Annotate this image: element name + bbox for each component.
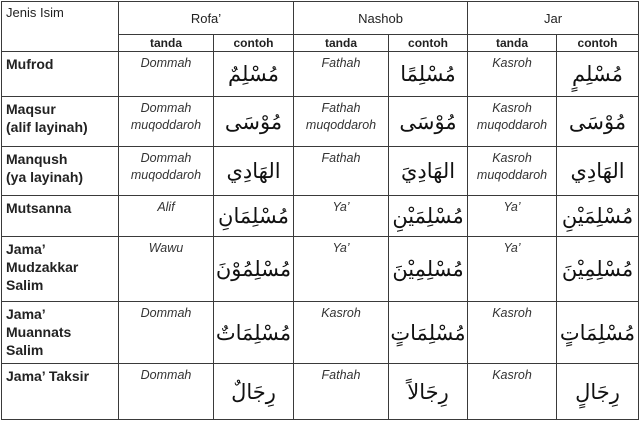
jar-tanda-cell-line: Kasroh: [492, 56, 532, 70]
nashob-tanda-cell: [294, 237, 389, 302]
nashob-tanda-cell-line: Fathah: [321, 101, 361, 115]
jenis-cell-jama-mudzakkar-salim: [2, 237, 119, 302]
nashob-contoh-cell: مُوْسَى: [389, 97, 468, 147]
jar-tanda-cell-line: Ya’: [503, 241, 521, 255]
jar-contoh-cell: مُسْلِمَيْنِ: [557, 196, 639, 237]
jar-tanda-cell-line: Ya’: [503, 200, 521, 214]
nashob-tanda-cell-line: muqoddaroh: [305, 118, 377, 132]
nashob-contoh-cell: الهَادِيَ: [389, 147, 468, 196]
jar-contoh-cell: مُوْسَى: [557, 97, 639, 147]
rofa-tanda-cell-line: Dommah: [140, 56, 192, 70]
rofa-tanda-cell-line: Dommah: [140, 306, 192, 320]
table-row: [2, 302, 639, 364]
rofa-tanda-cell-line: Dommah: [140, 101, 192, 115]
nashob-contoh-header: contoh: [389, 35, 468, 52]
rofa-tanda-cell-line: Dommah: [140, 151, 192, 165]
jenis-cell-jama-mudzakkar-salim-line: Mudzakkar: [6, 259, 79, 275]
rofa-tanda-cell-line: Wawu: [148, 241, 184, 255]
jar-tanda-cell-line: muqoddaroh: [476, 118, 548, 132]
isim-irab-table: [1, 1, 639, 420]
jar-tanda-cell: [468, 196, 557, 237]
rofa-contoh-cell: مُسْلِمَاتٌ: [214, 302, 294, 364]
jenis-cell-maqsur-alif-layinah: [2, 97, 119, 147]
rofa-tanda-cell: [119, 97, 214, 147]
jar-tanda-cell: [468, 147, 557, 196]
jenis-cell-mufrod: [2, 52, 119, 97]
jar-tanda-cell-line: Kasroh: [492, 101, 532, 115]
jenis-cell-jama-taksir: [2, 364, 119, 420]
rofa-tanda-cell-line: Dommah: [140, 368, 192, 382]
table-row: [2, 52, 639, 97]
jenis-cell-maqsur-alif-layinah-line: (alif layinah): [6, 119, 88, 135]
jenis-cell-mutsanna: [2, 196, 119, 237]
table-row: [2, 237, 639, 302]
nashob-tanda-cell-line: Kasroh: [321, 306, 361, 320]
rofa-tanda-cell-line: muqoddaroh: [130, 168, 202, 182]
rofa-tanda-cell-line: Alif: [157, 200, 175, 214]
jar-tanda-cell: [468, 364, 557, 420]
nashob-tanda-cell: [294, 196, 389, 237]
table-row: [2, 196, 639, 237]
nashob-tanda-cell-line: Fathah: [321, 368, 361, 382]
jenis-cell-jama-muannats-salim-line: Muannats: [6, 324, 72, 340]
jar-contoh-cell: الهَادِي: [557, 147, 639, 196]
jar-tanda-cell: [468, 237, 557, 302]
nashob-tanda-cell-line: Ya’: [332, 241, 350, 255]
nashob-tanda-cell-line: Fathah: [321, 56, 361, 70]
nashob-contoh-cell: مُسْلِمَيْنِ: [389, 196, 468, 237]
rofa-tanda-cell: [119, 364, 214, 420]
table-row: [2, 97, 639, 147]
jar-contoh-header: contoh: [557, 35, 639, 52]
rofa-contoh-cell: رِجَالٌ: [214, 364, 294, 420]
jenis-cell-jama-muannats-salim-line: Salim: [6, 342, 44, 358]
nashob-contoh-cell: مُسْلِمَاتٍ: [389, 302, 468, 364]
jenis-isim-header: Jenis Isim: [2, 2, 119, 52]
rofa-tanda-cell: [119, 147, 214, 196]
jenis-cell-manqush-ya-layinah-line: (ya layinah): [6, 169, 84, 185]
rofa-tanda-cell: [119, 237, 214, 302]
rofa-contoh-cell: مُسْلِمٌ: [214, 52, 294, 97]
jar-contoh-cell: مُسْلِمِيْنَ: [557, 237, 639, 302]
rofa-tanda-header: tanda: [119, 35, 214, 52]
jenis-cell-jama-taksir-line: Jama’ Taksir: [6, 368, 90, 384]
nashob-tanda-cell: [294, 147, 389, 196]
jenis-cell-jama-muannats-salim: [2, 302, 119, 364]
rofa-tanda-cell: [119, 302, 214, 364]
jar-header: Jar: [468, 2, 639, 35]
jar-tanda-header: tanda: [468, 35, 557, 52]
nashob-tanda-cell: [294, 52, 389, 97]
jar-tanda-cell-line: Kasroh: [492, 368, 532, 382]
jenis-cell-jama-mudzakkar-salim-line: Jama’: [6, 241, 46, 257]
table-row: [2, 364, 639, 420]
nashob-tanda-cell: [294, 364, 389, 420]
rofa-tanda-cell-line: muqoddaroh: [130, 118, 202, 132]
rofa-contoh-header: contoh: [214, 35, 294, 52]
rofa-tanda-cell: [119, 196, 214, 237]
nashob-contoh-cell: مُسْلِمًا: [389, 52, 468, 97]
nashob-tanda-cell: [294, 302, 389, 364]
nashob-contoh-cell: مُسْلِمِيْنَ: [389, 237, 468, 302]
jar-contoh-cell: مُسْلِمَاتٍ: [557, 302, 639, 364]
nashob-tanda-header: tanda: [294, 35, 389, 52]
table-body: [2, 52, 639, 420]
jar-contoh-cell: مُسْلِمٍ: [557, 52, 639, 97]
rofa-contoh-cell: مُسْلِمُوْنَ: [214, 237, 294, 302]
jenis-cell-jama-mudzakkar-salim-line: Salim: [6, 277, 44, 293]
jar-tanda-cell-line: Kasroh: [492, 306, 532, 320]
jenis-cell-mutsanna-line: Mutsanna: [6, 200, 72, 216]
jar-tanda-cell-line: Kasroh: [492, 151, 532, 165]
jar-tanda-cell: [468, 52, 557, 97]
nashob-contoh-cell: رِجَالاً: [389, 364, 468, 420]
jenis-cell-mufrod-line: Mufrod: [6, 56, 54, 72]
jar-contoh-cell: رِجَالٍ: [557, 364, 639, 420]
nashob-tanda-cell: [294, 97, 389, 147]
table-row: [2, 147, 639, 196]
rofa-contoh-cell: الهَادِي: [214, 147, 294, 196]
rofa-tanda-cell: [119, 52, 214, 97]
rofa-contoh-cell: مُسْلِمَانِ: [214, 196, 294, 237]
jar-tanda-cell: [468, 97, 557, 147]
rofa-header: Rofa’: [119, 2, 294, 35]
nashob-header: Nashob: [294, 2, 468, 35]
jenis-cell-jama-muannats-salim-line: Jama’: [6, 306, 46, 322]
rofa-contoh-cell: مُوْسَى: [214, 97, 294, 147]
jar-tanda-cell: [468, 302, 557, 364]
jenis-cell-manqush-ya-layinah-line: Manqush: [6, 151, 68, 167]
jenis-cell-maqsur-alif-layinah-line: Maqsur: [6, 101, 56, 117]
nashob-tanda-cell-line: Fathah: [321, 151, 361, 165]
jar-tanda-cell-line: muqoddaroh: [476, 168, 548, 182]
jenis-cell-manqush-ya-layinah: [2, 147, 119, 196]
nashob-tanda-cell-line: Ya’: [332, 200, 350, 214]
